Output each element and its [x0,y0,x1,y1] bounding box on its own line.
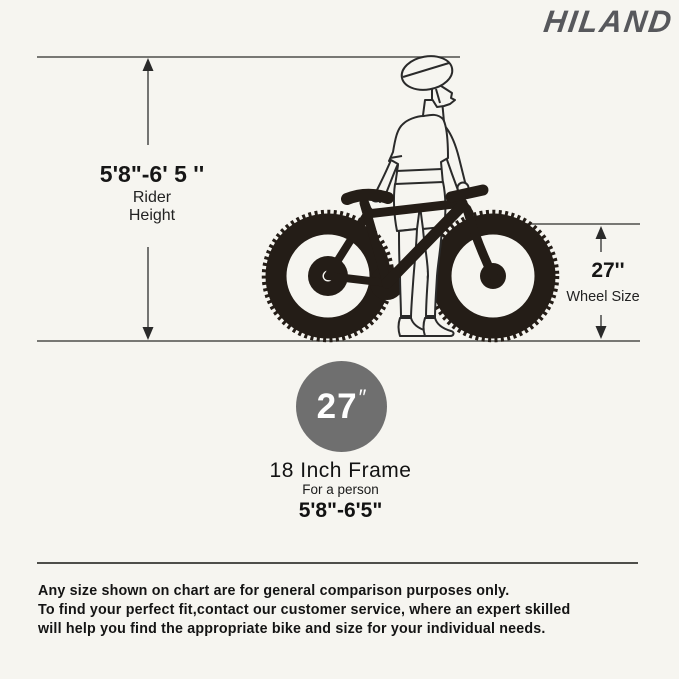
rider-height-value: 5'8"-6' 5 '' [99,161,205,187]
rider-height-label-line2: Height [128,207,176,224]
rider-torso [389,115,448,186]
wheel-size-badge [296,361,387,452]
rider-height-label [58,189,246,225]
wheel-size-dimension-arrow [596,226,607,339]
wheel-size-value: 27'' [591,259,625,282]
rider-height-label-line1: Rider [132,189,172,206]
disclaimer-text [38,581,627,638]
disclaimer-line-2: To find your perfect fit,contact our customer service, where an expert skilled [38,601,571,618]
frame-size-range: 5'8"-6'5" [298,499,383,522]
frame-size-title: 18 Inch Frame [269,459,412,482]
saddle-icon [347,195,388,199]
badge-value: 27 [316,386,358,426]
disclaimer-line-3: will help you find the appropriate bike and size for your individual needs. [38,620,546,637]
brand-logo: HILAND [541,4,676,39]
frame-size-subtitle: For a person [302,482,379,497]
disclaimer-line-1: Any size shown on chart are for general comparison purposes only. [38,582,510,599]
handlebar-icon [451,190,483,197]
badge-unit: ″ [358,384,367,410]
wheel-size-label: Wheel Size [566,289,640,305]
